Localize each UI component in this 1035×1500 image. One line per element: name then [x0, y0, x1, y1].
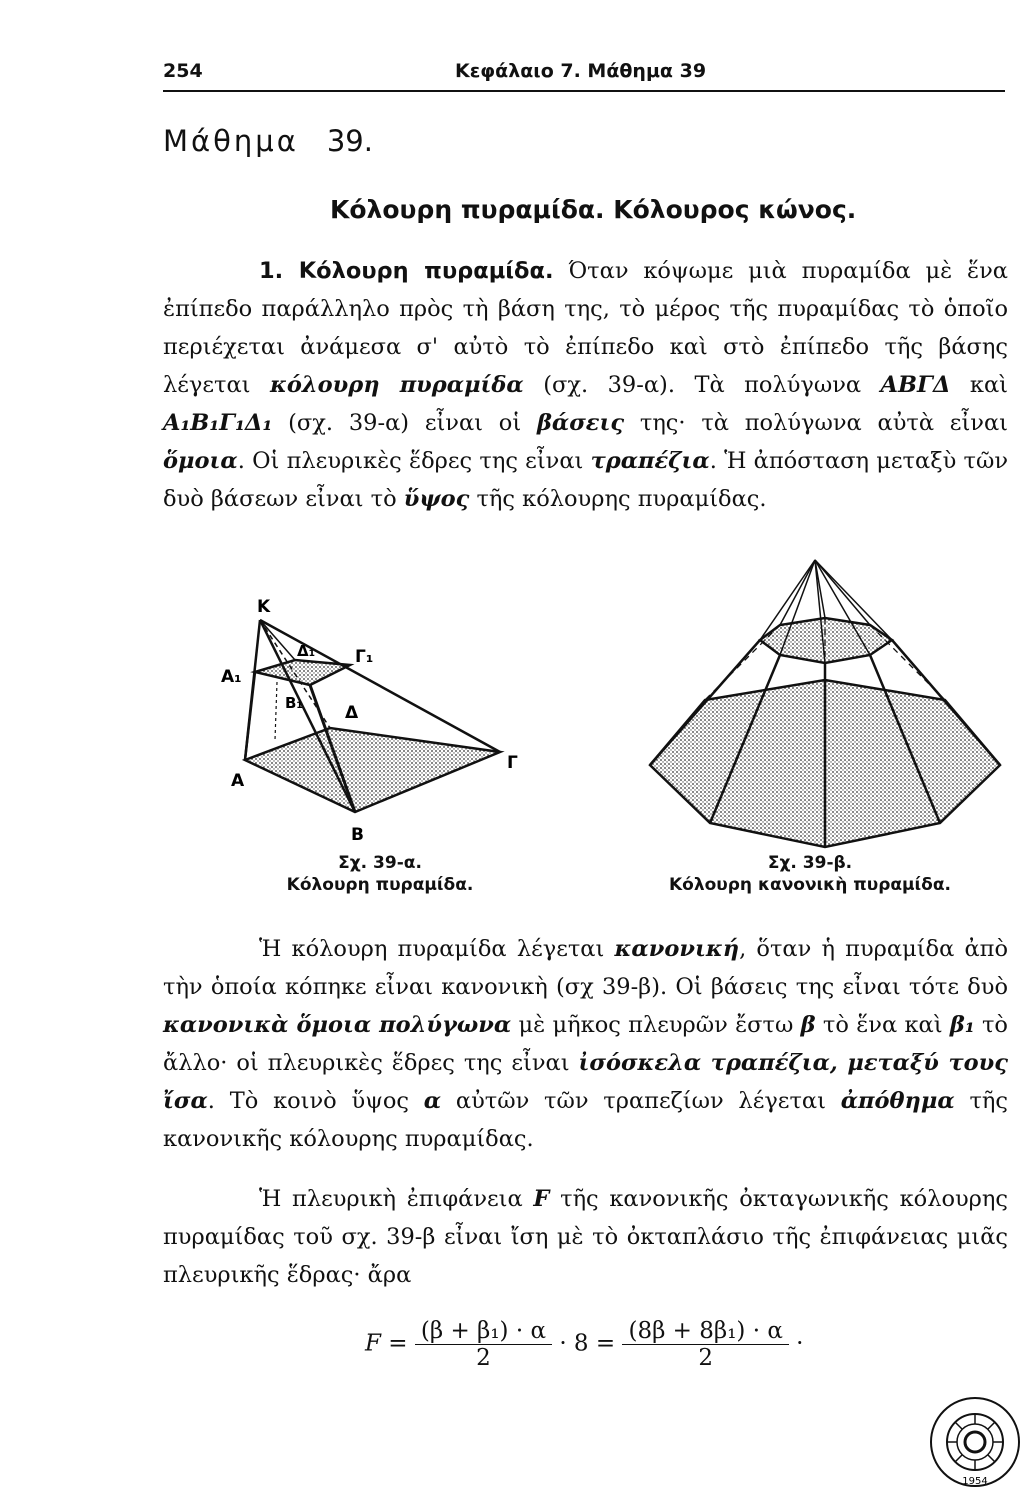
caption-39a [230, 852, 530, 896]
term: ἀπόθημα [840, 1088, 955, 1114]
text: αὐτῶν τῶν τραπεζίων λέγεται [441, 1088, 841, 1114]
text: . Τὸ κοινὸ ὕψος [207, 1088, 424, 1114]
text: μὲ μῆκος πλευρῶν ἔστω [511, 1012, 801, 1038]
label-B1: B₁ [285, 694, 304, 712]
term: ἰσόσκελα τραπέζια, μεταξύ τους ἴσα [163, 1050, 1008, 1114]
text: . Ἡ ἀπόσταση μεταξὺ τῶν δυὸ βάσεων εἶναι τὸ [163, 448, 1008, 512]
label-G: Γ [507, 753, 518, 773]
label-D1: Δ₁ [297, 642, 316, 660]
text: , ὅταν ἡ πυραμίδα ἀπὸ τὴν ὁποία κόπηκε εἶναι κανονικὴ (σχ 39-β). Οἱ βάσεις της εἶναι τότε δυὸ [163, 936, 1008, 1000]
lesson-heading [163, 124, 373, 158]
fraction-2 [622, 1318, 788, 1371]
label-B: B [351, 825, 364, 845]
formula-end: · [796, 1330, 804, 1357]
lesson-number: 39. [326, 124, 373, 158]
figure-39b [640, 555, 1015, 855]
formula-lhs: F [365, 1330, 381, 1357]
figure-39a [215, 590, 545, 850]
height-line [275, 682, 277, 740]
formula-equals: = [388, 1330, 408, 1357]
text: τὸ ἄλλο· οἱ πλευρικὲς ἕδρες της εἶναι [163, 1012, 1008, 1076]
edge [260, 620, 500, 752]
formula [365, 1318, 865, 1398]
caption-text: Κόλουρη κανονικὴ πυραμίδα. [668, 875, 951, 895]
term: Α₁Β₁Γ₁Δ₁ [163, 410, 273, 436]
text: . Οἱ πλευρικὲς ἕδρες της εἶναι [237, 448, 591, 474]
term: ὕψος [403, 486, 470, 512]
caption-number: Σχ. 39-β. [767, 853, 853, 873]
running-title: Κεφάλαιο 7. Μάθημα 39 [455, 60, 707, 82]
term: τραπέζια [590, 448, 710, 474]
page-number: 254 [163, 60, 203, 82]
seal-year: 1954 [962, 1476, 988, 1487]
term: κόλουρη πυραμίδα [269, 372, 524, 398]
section-title: Κόλουρη πυραμίδα. Κόλουρος κώνος. [330, 195, 857, 224]
text: (σχ. 39-α) εἶναι οἱ [272, 410, 537, 436]
term: F [533, 1186, 550, 1212]
fraction-1 [415, 1318, 552, 1371]
label-A1: A₁ [221, 667, 242, 687]
term: ΑΒΓΔ [880, 372, 951, 398]
text: της· τὰ πολύγωνα αὐτὰ εἶναι [624, 410, 1008, 436]
text: τῆς κανονικῆς κόλουρης πυραμίδας. [163, 1088, 1008, 1152]
text: (σχ. 39-α). Τὰ πολύγωνα [523, 372, 881, 398]
paragraph-2 [163, 930, 1008, 1158]
label-G1: Γ₁ [355, 647, 374, 667]
term: κανονική [614, 936, 740, 962]
label-D: Δ [345, 703, 359, 723]
term: βάσεις [536, 410, 625, 436]
text: τῆς κανονικῆς ὀκταγωνικῆς κόλουρης πυραμίδας τοῦ σχ. 39-β εἶναι ἴση μὲ τὸ ὀκταπλάσιο τῆς ἐπιφάνειας μιᾶς πλευρικῆς ἕδρας· ἄρα [163, 1186, 1008, 1288]
subsection-heading: 1. Κόλουρη πυραμίδα. [259, 258, 554, 284]
caption-number: Σχ. 39-α. [338, 853, 422, 873]
text: Όταν κόψωμε μιὰ πυραμίδα μὲ ἕνα ἐπίπεδο παράλληλο πρὸς τὴ βάση της, τὸ μέρος τῆς πυραμίδας τὸ ὁποῖο περιέχεται ἀνάμεσα σ' αὐτὸ τὸ ἐπίπεδο καὶ στὸ ἐπίπεδο τῆς βάσης λέγεται [163, 258, 1009, 398]
caption-text: Κόλουρη πυραμίδα. [286, 875, 474, 895]
caption-39b [650, 852, 970, 896]
text: τῆς κόλουρης πυραμίδας. [469, 486, 767, 512]
denominator: 2 [698, 1345, 713, 1371]
header-rule [163, 90, 1005, 92]
formula-multiplier: · 8 = [559, 1330, 616, 1357]
top-polygon [255, 660, 350, 685]
term: κανονικὰ ὅμοια πολύγωνα [163, 1012, 512, 1038]
paragraph-1 [163, 252, 1008, 518]
text: Ἡ κόλουρη πυραμίδα λέγεται [259, 936, 615, 962]
text: τὸ ἕνα καὶ [815, 1012, 950, 1038]
foundation-seal [928, 1395, 1023, 1490]
term: β [800, 1012, 816, 1038]
numerator: (8β + 8β₁) · α [622, 1318, 788, 1345]
numerator: (β + β₁) · α [415, 1318, 552, 1345]
label-A: A [231, 771, 245, 791]
text: καὶ [950, 372, 1009, 398]
term: ὅμοια [163, 448, 238, 474]
edge [245, 672, 255, 760]
term: α [423, 1088, 442, 1114]
text: Ἡ πλευρικὴ ἐπιφάνεια [259, 1186, 534, 1212]
lesson-label: Μάθημα [163, 124, 299, 158]
paragraph-3 [163, 1180, 1008, 1294]
label-K: K [257, 597, 271, 617]
denominator: 2 [476, 1345, 491, 1371]
base-polygon [245, 728, 500, 812]
term: β₁ [949, 1012, 975, 1038]
